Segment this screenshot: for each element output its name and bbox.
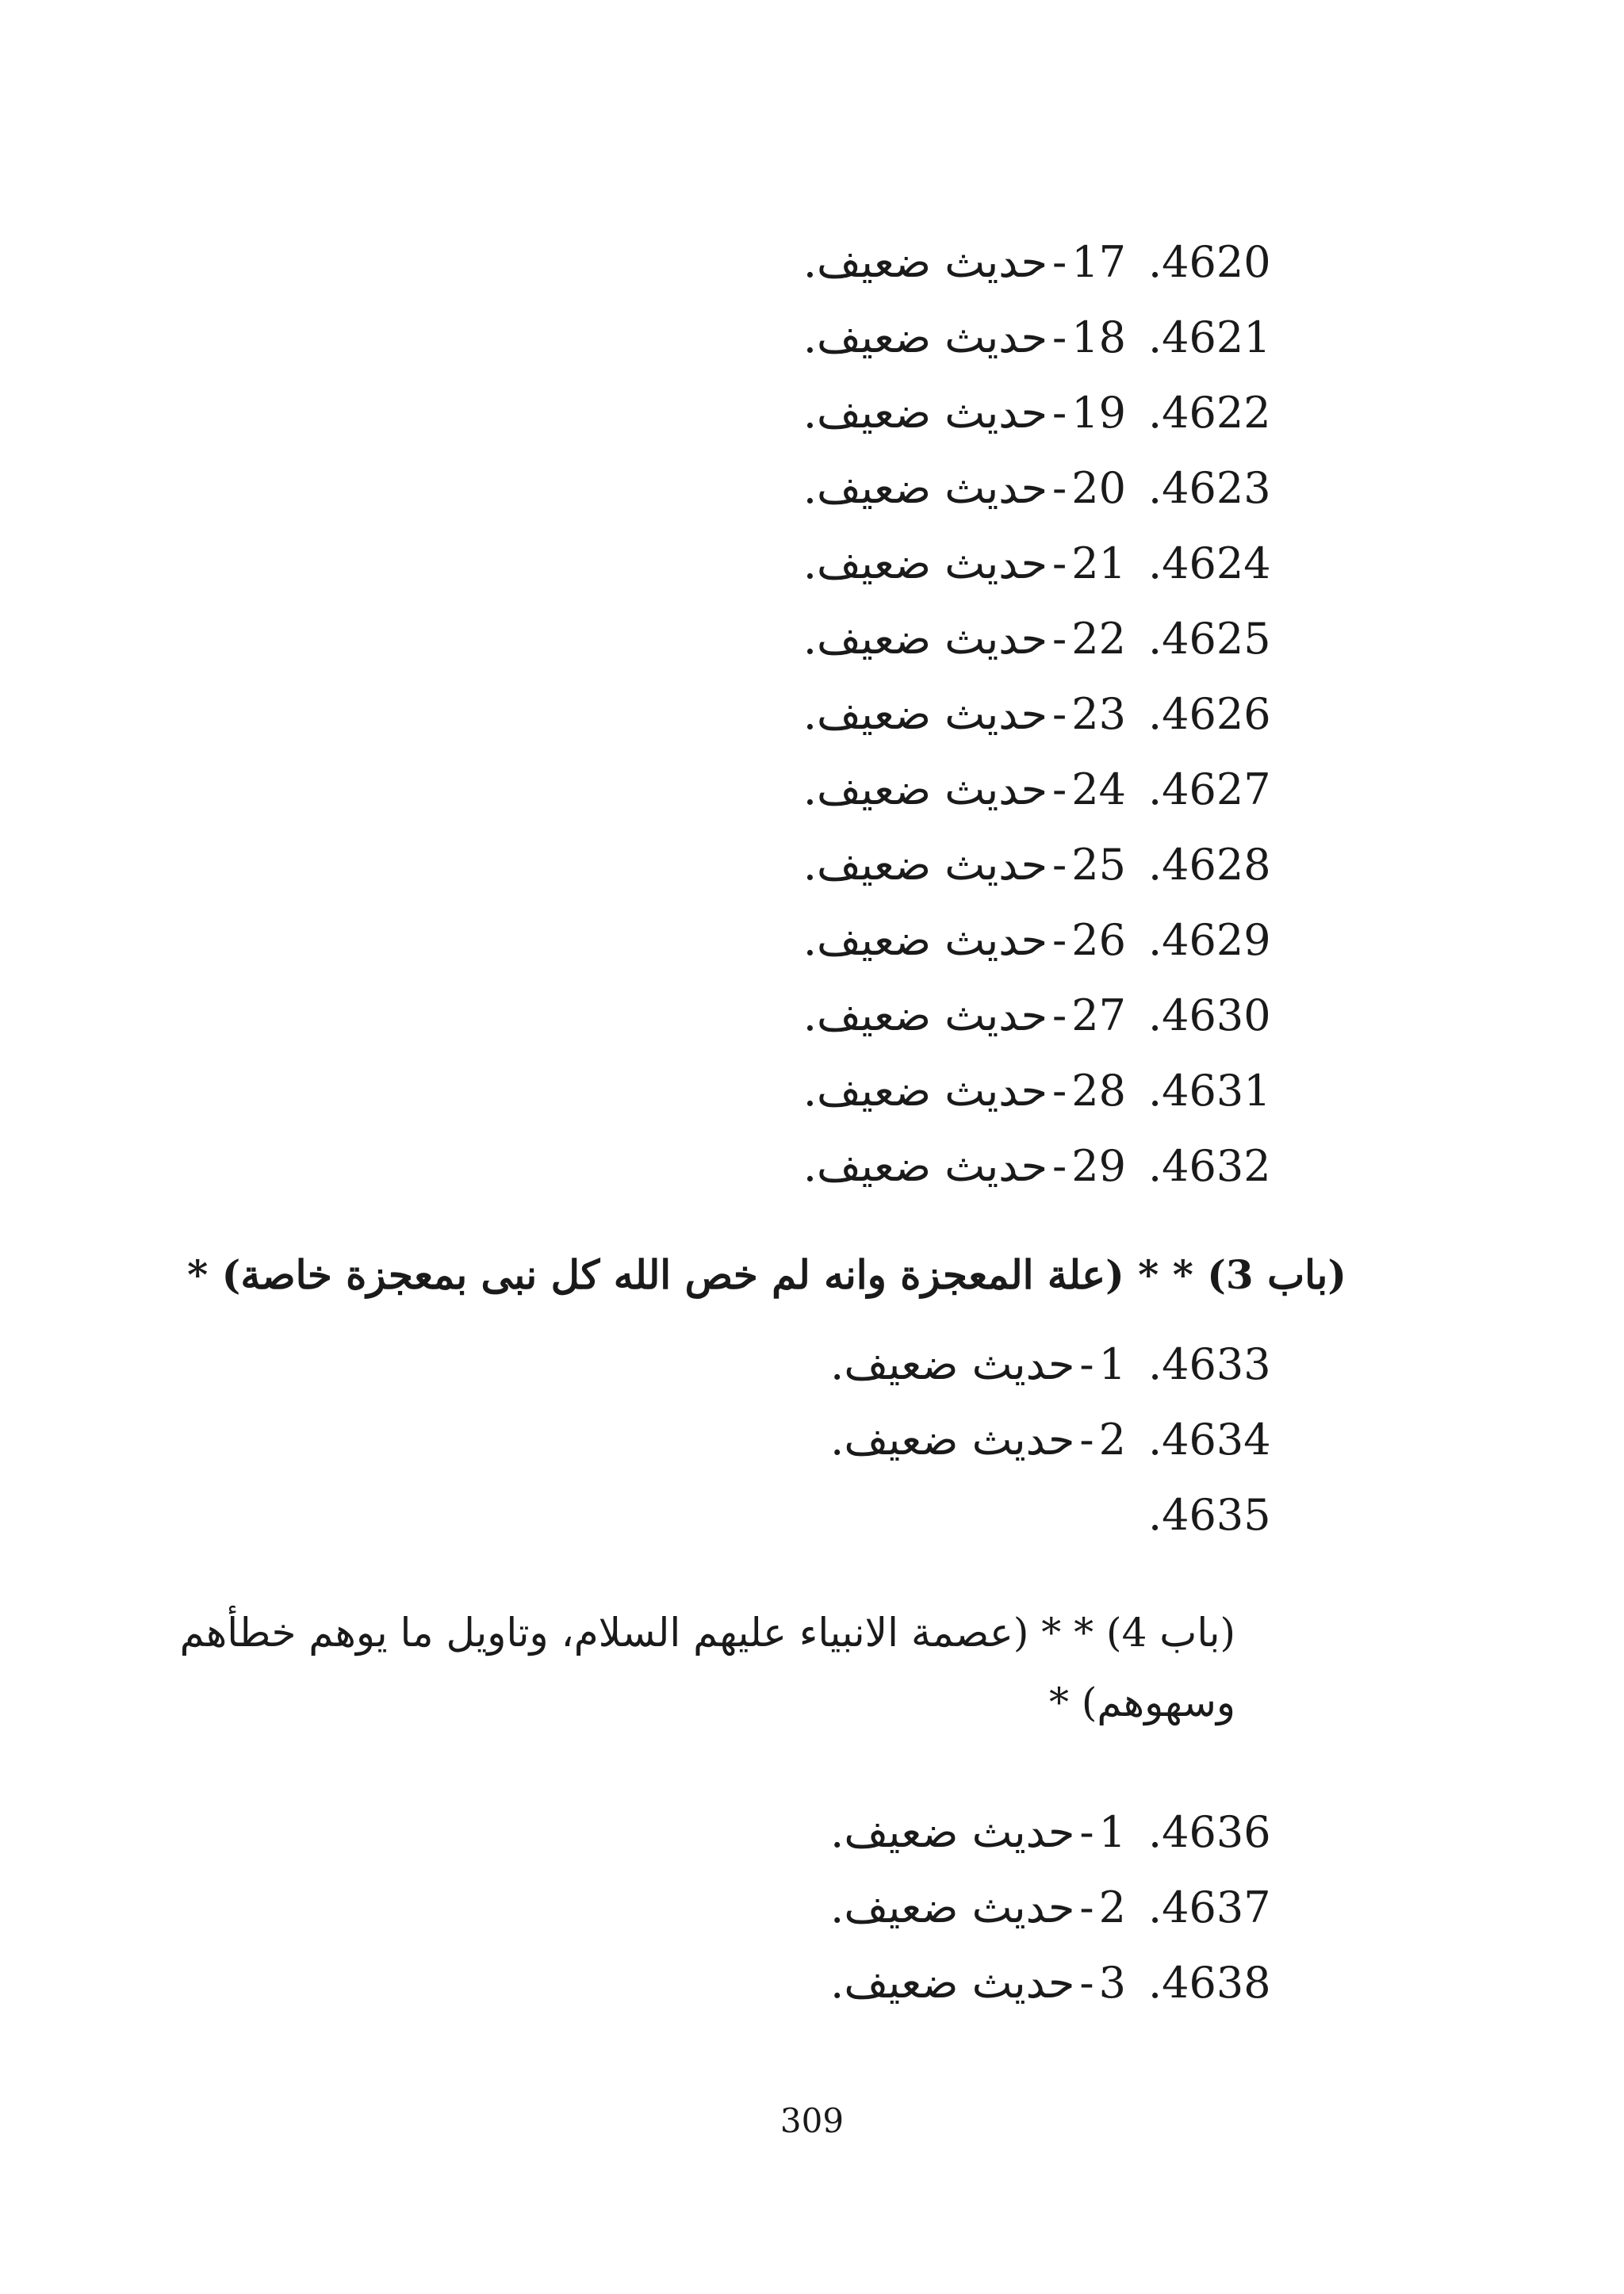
hadith-entry [419,301,1291,373]
entry-text: حديث ضعيف. [802,613,1048,664]
entry-text: حديث ضعيف. [830,1882,1075,1932]
entry-dash: - [1052,613,1067,664]
entry-seq: 22 [1071,613,1126,664]
hadith-entry [419,904,1291,975]
hadith-entry [419,1130,1291,1201]
hadith-entry [419,226,1291,297]
hadith-entry [419,1796,1291,1867]
entry-seq: 2 [1098,1414,1126,1465]
page-number: 309 [779,2101,845,2140]
hadith-entry [419,979,1291,1051]
hadith-entry [419,1328,1291,1400]
entry-dash: - [1052,1065,1067,1116]
entry-dash: - [1079,1957,1094,2008]
entry-text: حديث ضعيف. [802,312,1048,362]
hadith-entry [419,527,1291,599]
entry-seq: 1 [1098,1806,1126,1857]
entry-seq: 28 [1071,1065,1126,1116]
hadith-entry [419,1055,1291,1126]
entry-number: 4629. [1148,914,1271,965]
entry-text: حديث ضعيف. [802,236,1048,287]
entry-dash: - [1079,1806,1094,1857]
entry-text: حديث ضعيف. [802,839,1048,890]
entry-number: 4633. [1148,1338,1271,1389]
hadith-entry [419,603,1291,674]
entry-dash: - [1079,1414,1094,1465]
entry-number: 4627. [1148,764,1271,814]
entry-number: 4630. [1148,990,1271,1040]
entry-number: 4628. [1148,839,1271,890]
entry-text: حديث ضعيف. [802,688,1048,739]
chapter-heading-bab-4: (باب 4) * * (عصمة الانبياء عليهم السلام، وتاويل ما يوهم خطأهم [179,1610,1235,1656]
hadith-entry [419,452,1291,523]
entry-text: حديث ضعيف. [802,764,1048,814]
entry-seq: 23 [1071,688,1126,739]
entry-number: 4632. [1148,1140,1271,1191]
entry-dash: - [1052,764,1067,814]
entry-text: حديث ضعيف. [802,914,1048,965]
entry-dash: - [1052,462,1067,513]
entry-text: حديث ضعيف. [802,1065,1048,1116]
entry-dash: - [1052,839,1067,890]
entry-dash: - [1052,538,1067,588]
entry-text: حديث ضعيف. [802,462,1048,513]
entry-number: 4636. [1148,1806,1271,1857]
entry-number: 4620. [1148,236,1271,287]
entry-dash: - [1052,914,1067,965]
entry-seq: 26 [1071,914,1126,965]
entry-seq: 2 [1098,1882,1126,1932]
entry-seq: 18 [1071,312,1126,362]
entry-seq: 1 [1098,1338,1126,1389]
entry-text: حديث ضعيف. [802,1140,1048,1191]
entry-number: 4622. [1148,387,1271,438]
chapter-heading-bab-4-continued: وسهوهم) * [1049,1679,1235,1725]
entry-number: 4638. [1148,1957,1271,2008]
entry-number: 4625. [1148,613,1271,664]
entry-dash: - [1052,688,1067,739]
entry-seq: 27 [1071,990,1126,1040]
entry-number: 4634. [1148,1414,1271,1465]
entry-dash: - [1052,1140,1067,1191]
entry-number: 4621. [1148,312,1271,362]
entry-seq: 19 [1071,387,1126,438]
entry-text: حديث ضعيف. [830,1806,1075,1857]
entry-number: 4631. [1148,1065,1271,1116]
entry-text: حديث ضعيف. [830,1414,1075,1465]
entry-dash: - [1052,387,1067,438]
entry-seq: 29 [1071,1140,1126,1191]
entry-text: حديث ضعيف. [802,990,1048,1040]
entry-number: 4624. [1148,538,1271,588]
entry-text: حديث ضعيف. [802,387,1048,438]
hadith-entry [419,1947,1291,2018]
chapter-heading-bab-3: (باب 3) * * (علة المعجزة وانه لم خص الله كل نبى بمعجزة خاصة) * [187,1251,1346,1298]
entry-dash: - [1079,1338,1094,1389]
hadith-entry [419,829,1291,900]
entry-seq: 21 [1071,538,1126,588]
entry-seq: 20 [1071,462,1126,513]
entry-dash: - [1079,1882,1094,1932]
entry-dash: - [1052,312,1067,362]
entry-number: 4635. [1148,1489,1271,1540]
entry-number: 4626. [1148,688,1271,739]
entry-number: 4623. [1148,462,1271,513]
hadith-entry [419,377,1291,448]
hadith-entry [419,1871,1291,1943]
hadith-entry [419,1479,1291,1550]
entry-text: حديث ضعيف. [830,1338,1075,1389]
entry-seq: 24 [1071,764,1126,814]
entry-dash: - [1052,236,1067,287]
hadith-entry [419,678,1291,749]
entry-seq: 3 [1098,1957,1126,2008]
entry-text: حديث ضعيف. [802,538,1048,588]
entry-text: حديث ضعيف. [830,1957,1075,2008]
entry-seq: 17 [1071,236,1126,287]
entry-seq: 25 [1071,839,1126,890]
hadith-entry [419,1404,1291,1475]
entry-dash: - [1052,990,1067,1040]
hadith-entry [419,753,1291,825]
entry-number: 4637. [1148,1882,1271,1932]
